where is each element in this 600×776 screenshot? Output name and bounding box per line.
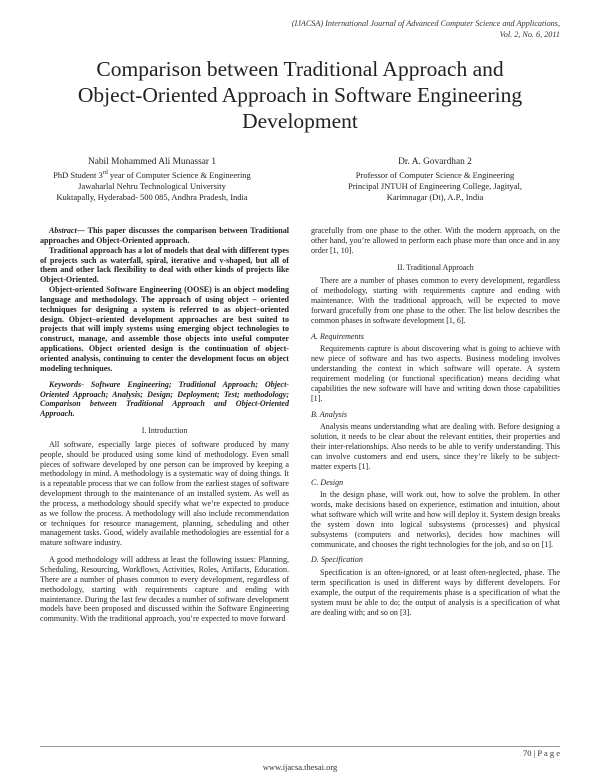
- title-line-3: Development: [242, 109, 358, 133]
- author-1-address: Kuktapally, Hyderabad- 500 085, Andhra Pradesh, India: [56, 192, 248, 202]
- intro-paragraph-1: All software, especially large pieces of software produced by many people, should be produced using some kind of methodology. Even small pieces of software developed by one person can be improved by keeping a methodology in mind. A methodology is a systematic way of doing things. It is a repeatable process that we can follow from the earliest stages of software development through to the maintenance of an installed system. As well as the process, a methodology should specify what we’re expected to produce as we follow the process. A methodology will also include recommendation or techniques for resource management, planning, scheduling and other management tasks. Good, widely available methodologies are essential for a mature software industry.: [40, 439, 289, 548]
- page-number: 70 | P a g e: [522, 748, 560, 758]
- journal-header: [200, 18, 560, 40]
- author-2-position: Professor of Computer Science & Engineering: [355, 170, 515, 180]
- keywords-label: Keywords-: [49, 379, 84, 389]
- specification-paragraph: Specification is an often-ignored, or at least often-neglected, phase. The term specification is used in different ways by different developers. For example, the output of the requirements phase is a specification of what the system must be able to do; the output of analysis is a specification of what are dealing with; and so on [3].: [311, 568, 560, 617]
- journal-name: (IJACSA) International Journal of Advanced Computer Science and Applications,: [291, 19, 560, 28]
- subsection-design: C. Design: [311, 477, 344, 487]
- footer-divider: [40, 746, 560, 747]
- title-line-1: Comparison between Traditional Approach and: [96, 57, 504, 81]
- section-heading-introduction: I. Introduction: [141, 426, 188, 436]
- keywords: Keywords- Software Engineering; Traditional Approach; Object-Oriented Approach; Analysis; Design; Deployment; Test; methodology; Comparison between Traditional Approach and Object-Oriented Approach.: [40, 379, 289, 419]
- design-paragraph: In the design phase, will work out, how to solve the problem. In other words, make decisions based on experience, estimation and intuition, about what software which will write and how will deploy it. System design breaks the system down into logical subsystems (processes) and physical subsystems (computers and networks), decides how machines will communicate, and chooses the right technologies for the job, and so on [1].: [311, 490, 560, 549]
- subsection-analysis: B. Analysis: [311, 409, 348, 419]
- author-1-name: Nabil Mohammed Ali Munassar 1: [87, 157, 217, 167]
- intro-paragraph-2: A good methodology will address at least the following issues: Planning, Scheduling, Resourcing, Workflows, Activities, Roles, Artifacts, Education. There are a number of phases common to every development, regardless of methodology, starting with requirements capture and ending with maintenance. During the last few decades a number of software development models have been proposed and discussed within the Software Engineering community. With the traditional approach, you’re expected to move forward: [40, 555, 289, 624]
- right-column: [311, 226, 560, 618]
- author-1-position: PhD Student 3rd year of Computer Science & Engineering: [53, 170, 251, 180]
- analysis-paragraph: Analysis means understanding what are dealing with. Before designing a solution, it needs to be clear about the relevant entities, their properties and their inter-relationships. Also needs to be able to verify understanding. This can involve customers and end users, since they’re likely to be subject-matter experts [1].: [311, 422, 560, 471]
- author-1-university: Jawaharlal Nehru Technological University: [78, 181, 226, 191]
- subsection-requirements: A. Requirements: [311, 331, 364, 341]
- author-2: [315, 157, 555, 203]
- subsection-specification: D. Specification: [311, 555, 363, 565]
- abstract-paragraph: Abstract— This paper discusses the comparison between Traditional approaches and Object-Oriented approach.: [40, 226, 289, 245]
- author-2-college: Principal JNTUH of Engineering College, Jagityal,: [348, 181, 522, 191]
- requirements-paragraph: Requirements capture is about discovering what is going to achieve with new piece of software and has two aspects. Business modeling involves understanding the context in which software will operate. A system requirement modeling (or functional specification) means deciding what capabilities the new software will have and writing down those capabilities [1].: [311, 344, 560, 403]
- traditional-paragraph: There are a number of phases common to every development, regardless of methodology, starting with requirements capture and ending with maintenance. With the traditional approach, will be expected to move forward gracefully from one phase to the other. The list below describes the common phases in software development [1, 6].: [311, 276, 560, 325]
- section-heading-traditional: II. Traditional Approach: [397, 262, 474, 272]
- journal-url: www.ijacsa.thesai.org: [262, 762, 338, 772]
- paper-title: [40, 56, 560, 134]
- abstract-paragraph-3: Object-oriented Software Engineering (OOSE) is an object modeling language and methodology. The approach of using object – oriented techniques for designing a system is referred to as object–oriented design. Object–oriented development approaches are best suited to projects that will imply systems using emerging object technologies to construct, manage, and assemble those objects into useful computer applications. Object oriented design is the continuation of object-oriented analysis, continuing to center the development focus on object modeling techniques.: [40, 285, 289, 373]
- abstract-label: Abstract—: [49, 226, 85, 235]
- left-column: [40, 226, 289, 624]
- title-line-2: Object-Oriented Approach in Software Engineering: [77, 83, 523, 107]
- abstract-paragraph-2: Traditional approach has a lot of models that deal with different types of projects such as waterfall, spiral, iterative and v-shaped, but all of them and other lack flexibility to deal with other kinds of projects like Object-Oriented.: [40, 245, 289, 285]
- journal-volume: Vol. 2, No. 6, 2011: [499, 30, 560, 39]
- author-2-address: Karimnagar (Dt), A.P., India: [386, 192, 484, 202]
- author-1: [32, 157, 272, 203]
- author-2-name: Dr. A. Govardhan 2: [398, 157, 472, 167]
- continued-paragraph: gracefully from one phase to the other. With the modern approach, on the other hand, you’re allowed to perform each phase more than once and in any order [1, 10].: [311, 226, 560, 255]
